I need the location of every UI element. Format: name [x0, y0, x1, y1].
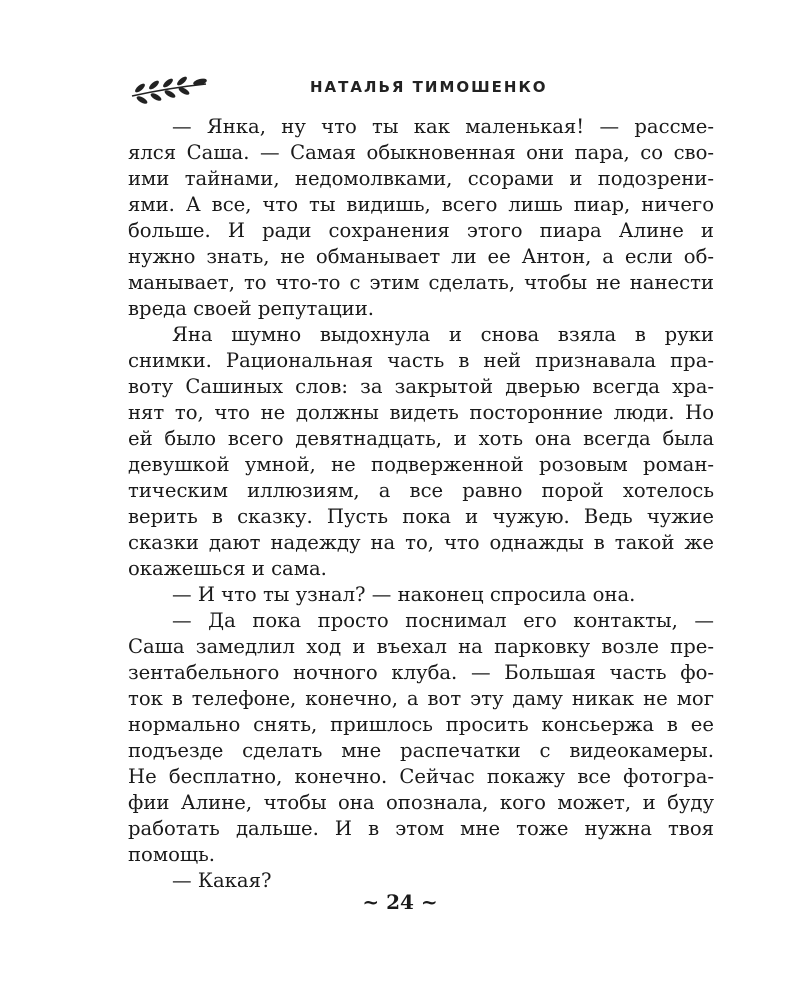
- text-line: верить в сказку. Пусть пока и чужую. Ведь чужие: [128, 505, 714, 528]
- text-line: девушкой умной, не подверженной розовым роман-: [128, 453, 714, 476]
- text-line: Саша замедлил ход и въехал на парковку возле пре-: [128, 635, 714, 658]
- text-line: работать дальше. И в этом мне тоже нужна твоя: [128, 817, 714, 840]
- text-line: Яна шумно выдохнула и снова взяла в руки: [172, 323, 714, 346]
- text-line: ями. А все, что ты видишь, всего лишь пиар, ничего: [128, 193, 714, 216]
- author-name: НАТАЛЬЯ ТИМОШЕНКО: [310, 78, 548, 96]
- text-line: помощь.: [128, 843, 216, 866]
- running-header: [128, 74, 688, 106]
- paragraph: [128, 114, 714, 322]
- text-line: нят то, что не должны видеть посторонние люди. Но: [128, 401, 714, 424]
- text-line: окажешься и сама.: [128, 557, 327, 580]
- text-line: Не бесплатно, конечно. Сейчас покажу все фотогра-: [128, 765, 714, 788]
- paragraph: [128, 582, 714, 608]
- text-line: — Да пока просто поснимал его контакты, —: [172, 609, 714, 632]
- text-line: воту Сашиных слов: за закрытой дверью всегда хра-: [128, 375, 714, 398]
- text-line: фии Алине, чтобы она опознала, кого может, и буду: [128, 791, 714, 814]
- text-line: манывает, то что-то с этим сделать, чтобы не нанести: [128, 271, 714, 294]
- text-line: зентабельного ночного клуба. — Большая часть фо-: [128, 661, 714, 684]
- text-line: больше. И ради сохранения этого пиара Алине и: [128, 219, 714, 242]
- text-line: сказки дают надежду на то, что однажды в такой же: [128, 531, 714, 554]
- page-body: [128, 114, 714, 894]
- text-line: тическим иллюзиям, а все равно порой хотелось: [128, 479, 714, 502]
- text-line: вреда своей репутации.: [128, 297, 375, 320]
- text-line: ток в телефоне, конечно, а вот эту даму никак не мог: [128, 687, 714, 710]
- text-line: подъезде сделать мне распечатки с видеокамеры.: [128, 739, 714, 762]
- text-line: нужно знать, не обманывает ли ее Антон, а если об-: [128, 245, 714, 268]
- text-line: — И что ты узнал? — наконец спросила она.: [172, 583, 636, 606]
- leaf-branch-icon: [128, 74, 208, 106]
- text-line: ей было всего девятнадцать, и хоть она всегда была: [128, 427, 714, 450]
- text-line: ими тайнами, недомолвками, ссорами и подозрени-: [128, 167, 714, 190]
- text-line: — Янка, ну что ты как маленькая! — рассме-: [172, 115, 714, 138]
- page-number: ~ 24 ~: [362, 890, 438, 914]
- paragraph: [128, 608, 714, 868]
- text-line: ялся Саша. — Самая обыкновенная они пара, со сво-: [128, 141, 714, 164]
- text-line: нормально снять, пришлось просить консьержа в ее: [128, 713, 714, 736]
- text-line: снимки. Рациональная часть в ней признавала пра-: [128, 349, 714, 372]
- text-line: — Какая?: [172, 869, 272, 892]
- paragraph: [128, 322, 714, 582]
